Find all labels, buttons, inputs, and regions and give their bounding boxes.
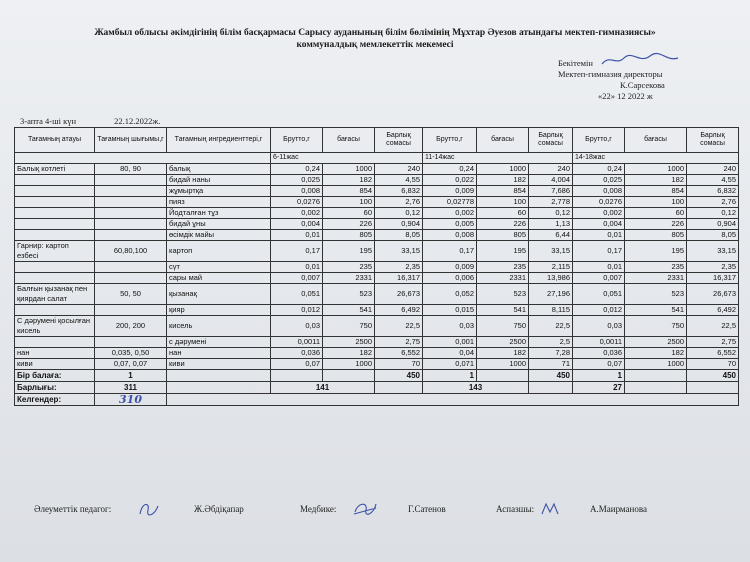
table-cell: 2500	[477, 337, 529, 348]
table-row	[15, 273, 739, 284]
col-brutto-1: Брутто,г	[271, 128, 323, 153]
table-row	[15, 262, 739, 273]
table-cell: 2331	[477, 273, 529, 284]
all-value-4: 27	[573, 382, 625, 394]
table-cell: 8,05	[687, 230, 739, 241]
table-cell: 2331	[625, 273, 687, 284]
table-cell: 0,002	[423, 208, 477, 219]
table-cell	[15, 197, 95, 208]
table-cell: 0,008	[271, 186, 323, 197]
table-cell: 805	[477, 230, 529, 241]
table-cell: 182	[477, 175, 529, 186]
table-cell: 0,008	[573, 186, 625, 197]
table-cell: 60	[477, 208, 529, 219]
table-cell: 13,986	[529, 273, 573, 284]
table-cell: 854	[323, 186, 375, 197]
table-cell: сүт	[167, 262, 271, 273]
table-cell: 750	[323, 316, 375, 337]
came-row	[15, 394, 739, 406]
table-cell: 0,071	[423, 359, 477, 370]
table-cell: 0,12	[687, 208, 739, 219]
pedagog-label: Әлеуметтік педагог:	[34, 504, 112, 514]
table-row	[15, 241, 739, 262]
table-cell: 0,0276	[271, 197, 323, 208]
table-cell: Йодталған тұз	[167, 208, 271, 219]
table-cell: 6,552	[375, 348, 423, 359]
table-cell: 805	[323, 230, 375, 241]
table-cell	[95, 305, 167, 316]
table-cell: с дәрумені	[167, 337, 271, 348]
table-cell: 6,552	[687, 348, 739, 359]
col-brutto-3: Брутто,г	[573, 128, 625, 153]
table-row	[15, 219, 739, 230]
table-cell: 26,673	[687, 284, 739, 305]
table-cell: балық	[167, 164, 271, 175]
header-line-2: коммуналдық мемлекеттік мекемесі	[296, 40, 454, 50]
table-row	[15, 230, 739, 241]
all-row	[15, 382, 739, 394]
table-row	[15, 284, 739, 305]
date-line	[20, 116, 196, 126]
table-cell: 182	[625, 348, 687, 359]
table-cell	[15, 186, 95, 197]
medic-signature	[352, 500, 378, 518]
table-cell	[95, 197, 167, 208]
table-cell: өсімдік майы	[167, 230, 271, 241]
all-value-1: 311	[95, 382, 167, 394]
table-cell: 750	[477, 316, 529, 337]
menu-body	[15, 164, 739, 370]
table-cell: 6,832	[375, 186, 423, 197]
col-total-2: Барлық сомасы	[529, 128, 573, 153]
approve-label: Бекітемін	[558, 58, 593, 68]
table-cell: 6,492	[687, 305, 739, 316]
table-cell: 541	[323, 305, 375, 316]
table-cell: 1,13	[529, 219, 573, 230]
cook-name: А.Маирманова	[590, 504, 647, 514]
table-cell: 0,015	[423, 305, 477, 316]
table-cell: 0,012	[573, 305, 625, 316]
table-cell	[95, 175, 167, 186]
table-cell: 0,01	[271, 230, 323, 241]
document-header	[30, 27, 720, 51]
table-row	[15, 164, 739, 175]
table-cell: 182	[625, 175, 687, 186]
table-cell: 1000	[477, 164, 529, 175]
table-cell: 0,022	[423, 175, 477, 186]
table-cell: 16,317	[375, 273, 423, 284]
table-cell: 8,115	[529, 305, 573, 316]
table-cell: 70	[687, 359, 739, 370]
table-cell: 0,005	[423, 219, 477, 230]
table-row	[15, 186, 739, 197]
table-cell: 235	[323, 262, 375, 273]
table-cell: 0,007	[271, 273, 323, 284]
table-cell: картоп	[167, 241, 271, 262]
table-cell: бидай наны	[167, 175, 271, 186]
age-group-row	[15, 153, 739, 164]
table-cell: 27,196	[529, 284, 573, 305]
table-cell: 0,03	[271, 316, 323, 337]
table-row	[15, 359, 739, 370]
table-row	[15, 175, 739, 186]
table-cell: 240	[375, 164, 423, 175]
per-child-value-6: 450	[687, 370, 739, 382]
col-price-1: бағасы	[323, 128, 375, 153]
table-cell: 0,17	[423, 241, 477, 262]
week-day: 3-апта 4-ші күн	[20, 116, 77, 126]
menu-date: 22.12.2022ж.	[114, 116, 161, 126]
table-row	[15, 337, 739, 348]
col-total-1: Барлық сомасы	[375, 128, 423, 153]
table-cell: 0,002	[271, 208, 323, 219]
came-value: 310	[95, 394, 167, 406]
table-cell: 0,001	[423, 337, 477, 348]
table-cell: 0,052	[423, 284, 477, 305]
header-line-1: Жамбыл облысы әкімдігінің білім басқармасы Сарысу ауданының білім бөлімінің Мұхтар Әуезов атындағы мектеп-гимназиясы»	[94, 28, 656, 38]
table-cell: 0,03	[573, 316, 625, 337]
table-cell: 523	[625, 284, 687, 305]
table-cell: 70	[375, 359, 423, 370]
table-cell: 0,036	[573, 348, 625, 359]
table-cell: 182	[323, 175, 375, 186]
table-cell: 0,036	[271, 348, 323, 359]
table-cell: 8,05	[375, 230, 423, 241]
table-cell: 0,008	[423, 230, 477, 241]
table-cell	[95, 273, 167, 284]
came-label: Келгендер:	[15, 394, 95, 406]
table-cell: 235	[477, 262, 529, 273]
table-cell: Балғын қызанақ пен қиярдан салат	[15, 284, 95, 305]
table-cell: киви	[15, 359, 95, 370]
table-cell: 33,15	[529, 241, 573, 262]
table-cell: 195	[625, 241, 687, 262]
director-signature	[600, 52, 680, 68]
table-cell: 1000	[625, 359, 687, 370]
table-cell: 0,07	[573, 359, 625, 370]
table-cell: 0,12	[375, 208, 423, 219]
table-cell: 182	[323, 348, 375, 359]
table-cell: 60	[323, 208, 375, 219]
per-child-row	[15, 370, 739, 382]
age-group-2: 11-14жас	[423, 153, 573, 164]
table-cell: 0,051	[573, 284, 625, 305]
medic-name: Г.Сатенов	[408, 504, 446, 514]
table-cell: 195	[477, 241, 529, 262]
table-cell: кисель	[167, 316, 271, 337]
table-cell	[15, 175, 95, 186]
table-cell: 6,492	[375, 305, 423, 316]
table-cell: 2331	[323, 273, 375, 284]
table-cell: 226	[477, 219, 529, 230]
table-cell: 2500	[625, 337, 687, 348]
table-row	[15, 316, 739, 337]
table-cell: 0,01	[573, 262, 625, 273]
table-cell	[15, 230, 95, 241]
table-cell: 0,24	[271, 164, 323, 175]
col-dish: Тағамның атауы	[15, 128, 95, 153]
header-row	[15, 128, 739, 153]
table-cell: 4,55	[375, 175, 423, 186]
table-cell: 2,5	[529, 337, 573, 348]
table-cell: 0,035, 0,50	[95, 348, 167, 359]
all-value-3: 143	[423, 382, 529, 394]
age-group-1: 6-11жас	[271, 153, 423, 164]
table-cell: 2,35	[375, 262, 423, 273]
table-cell: 0,04	[423, 348, 477, 359]
table-cell: 0,904	[375, 219, 423, 230]
director-name: К.Сарсекова	[620, 80, 665, 90]
table-cell: 240	[529, 164, 573, 175]
table-cell	[95, 337, 167, 348]
table-cell: 7,28	[529, 348, 573, 359]
table-cell	[15, 273, 95, 284]
col-price-3: бағасы	[625, 128, 687, 153]
table-cell: 226	[625, 219, 687, 230]
medic-label: Медбике:	[300, 504, 337, 514]
table-cell: 750	[625, 316, 687, 337]
cook-signature	[540, 500, 562, 518]
table-cell: 0,07, 0,07	[95, 359, 167, 370]
table-cell: 523	[477, 284, 529, 305]
table-cell: 0,904	[687, 219, 739, 230]
all-label: Барлығы:	[15, 382, 95, 394]
table-cell: 0,07	[271, 359, 323, 370]
table-cell: 26,673	[375, 284, 423, 305]
menu-table	[14, 127, 739, 406]
table-cell: С дәрумені қосылған кисель	[15, 316, 95, 337]
table-row	[15, 348, 739, 359]
table-cell: 541	[477, 305, 529, 316]
table-cell	[15, 219, 95, 230]
table-cell: 226	[323, 219, 375, 230]
table-cell: 22,5	[529, 316, 573, 337]
table-cell: 2,75	[375, 337, 423, 348]
cook-label: Аспазшы:	[496, 504, 535, 514]
table-cell: 0,012	[271, 305, 323, 316]
table-cell: бидай ұны	[167, 219, 271, 230]
approval-date: «22» 12 2022 ж	[598, 91, 653, 101]
table-cell: 2,35	[687, 262, 739, 273]
table-cell	[95, 186, 167, 197]
table-cell: 2500	[323, 337, 375, 348]
col-price-2: бағасы	[477, 128, 529, 153]
table-cell: 0,24	[573, 164, 625, 175]
table-cell: қияр	[167, 305, 271, 316]
table-cell: 0,006	[423, 273, 477, 284]
table-cell: 50, 50	[95, 284, 167, 305]
table-cell: 0,009	[423, 186, 477, 197]
table-cell: 33,15	[687, 241, 739, 262]
per-child-value-5: 1	[573, 370, 625, 382]
table-cell: пияз	[167, 197, 271, 208]
table-cell: 100	[625, 197, 687, 208]
table-cell: 1000	[477, 359, 529, 370]
table-cell: 0,004	[271, 219, 323, 230]
table-cell: 0,0011	[271, 337, 323, 348]
table-cell: Гарнир: картоп езбесі	[15, 241, 95, 262]
table-cell: 16,317	[687, 273, 739, 284]
table-cell: 0,0276	[573, 197, 625, 208]
table-cell: 33,15	[375, 241, 423, 262]
table-cell: 60	[625, 208, 687, 219]
per-child-value-3: 1	[423, 370, 477, 382]
table-cell: 0,02778	[423, 197, 477, 208]
table-cell: 0,009	[423, 262, 477, 273]
table-cell: 100	[477, 197, 529, 208]
col-ingredients: Тағамның ингредиенттері,г	[167, 128, 271, 153]
table-cell: 0,025	[573, 175, 625, 186]
table-cell: 0,004	[573, 219, 625, 230]
table-row	[15, 305, 739, 316]
table-cell: 1000	[323, 359, 375, 370]
table-row	[15, 208, 739, 219]
table-cell: қызанақ	[167, 284, 271, 305]
per-child-value-4: 450	[529, 370, 573, 382]
table-cell: жұмыртқа	[167, 186, 271, 197]
pedagog-signature	[138, 500, 160, 518]
table-cell: 235	[625, 262, 687, 273]
table-cell: 0,007	[573, 273, 625, 284]
table-cell: 22,5	[375, 316, 423, 337]
table-cell: 2,76	[687, 197, 739, 208]
table-cell: сары май	[167, 273, 271, 284]
table-cell: 60,80,100	[95, 241, 167, 262]
per-child-value-2: 450	[375, 370, 423, 382]
table-cell: 0,025	[271, 175, 323, 186]
table-cell: 100	[323, 197, 375, 208]
table-cell: 0,24	[423, 164, 477, 175]
table-cell: 240	[687, 164, 739, 175]
table-cell: 0,12	[529, 208, 573, 219]
all-value-2: 141	[271, 382, 375, 394]
per-child-value-1: 1	[95, 370, 167, 382]
table-cell: Балық котлеті	[15, 164, 95, 175]
table-cell	[95, 208, 167, 219]
table-cell	[95, 230, 167, 241]
table-cell: 1000	[323, 164, 375, 175]
table-cell	[15, 305, 95, 316]
table-cell: 0,051	[271, 284, 323, 305]
table-cell: 195	[323, 241, 375, 262]
table-cell: 71	[529, 359, 573, 370]
table-cell: киви	[167, 359, 271, 370]
table-cell: 2,115	[529, 262, 573, 273]
table-cell: 0,01	[271, 262, 323, 273]
table-cell: 0,17	[271, 241, 323, 262]
table-cell: 0,03	[423, 316, 477, 337]
table-cell: 805	[625, 230, 687, 241]
table-cell: 523	[323, 284, 375, 305]
table-cell: 2,778	[529, 197, 573, 208]
table-cell	[95, 219, 167, 230]
director-position: Мектеп-гимназия директоры	[558, 69, 663, 79]
table-cell: 854	[625, 186, 687, 197]
table-cell: 0,17	[573, 241, 625, 262]
table-cell: 6,44	[529, 230, 573, 241]
table-cell: нан	[15, 348, 95, 359]
table-cell	[95, 262, 167, 273]
table-cell	[15, 337, 95, 348]
table-cell	[15, 262, 95, 273]
per-child-label: Бір балаға:	[15, 370, 95, 382]
table-cell: нан	[167, 348, 271, 359]
table-cell: 2,75	[687, 337, 739, 348]
table-cell: 2,76	[375, 197, 423, 208]
table-cell: 541	[625, 305, 687, 316]
table-cell: 22,5	[687, 316, 739, 337]
col-total-3: Барлық сомасы	[687, 128, 739, 153]
table-cell: 4,004	[529, 175, 573, 186]
table-cell: 1000	[625, 164, 687, 175]
table-cell: 6,832	[687, 186, 739, 197]
table-cell: 7,686	[529, 186, 573, 197]
table-cell: 200, 200	[95, 316, 167, 337]
pedagog-name: Ж.Әбдіқапар	[194, 504, 244, 514]
table-cell: 80, 90	[95, 164, 167, 175]
table-cell: 182	[477, 348, 529, 359]
table-cell: 0,0011	[573, 337, 625, 348]
table-cell	[15, 208, 95, 219]
col-yield: Тағамның шығымы,г	[95, 128, 167, 153]
table-cell: 4,55	[687, 175, 739, 186]
table-cell: 0,002	[573, 208, 625, 219]
table-cell: 0,01	[573, 230, 625, 241]
table-row	[15, 197, 739, 208]
age-group-3: 14-18жас	[573, 153, 739, 164]
table-cell: 854	[477, 186, 529, 197]
col-brutto-2: Брутто,г	[423, 128, 477, 153]
